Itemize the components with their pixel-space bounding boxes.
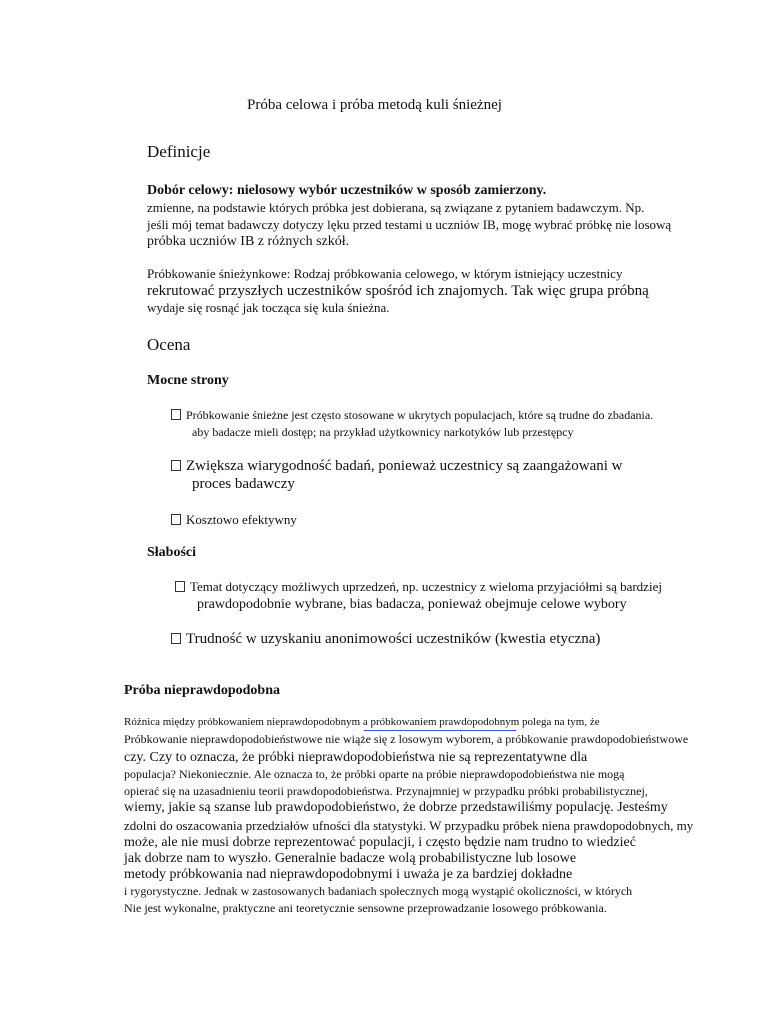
nonprob-line: i rygorystyczne. Jednak w zastosowanych badaniach społecznych mogą wystąpić okoliczności, w których xyxy=(124,884,633,898)
weakness-item-continued: prawdopodobnie wybrane, bias badacza, ponieważ obejmuje celowe wybory xyxy=(197,597,627,612)
bullet-box-icon xyxy=(171,460,181,471)
bullet-box-icon xyxy=(171,409,181,420)
definition-purposive-heading: Dobór celowy: nielosowy wybór uczestników w sposób zamierzony. xyxy=(147,183,547,198)
weakness-item: Trudność w uzyskaniu anonimowości uczestników (kwestia etyczna) xyxy=(171,631,600,648)
definition-snowball-line: rekrutować przyszłych uczestników spośród ich znajomych. Tak więc grupa próbną xyxy=(147,283,649,299)
strength-item-continued: proces badawczy xyxy=(192,476,295,492)
nonprob-line: jak dobrze nam to wyszło. Generalnie badacze wolą probabilistyczne lub losowe xyxy=(124,851,577,866)
bullet-box-icon xyxy=(171,514,181,525)
nonprob-line: Nie jest wykonalne, praktyczne ani teoretycznie sensowne przeprowadzanie losowego próbkowania. xyxy=(124,901,607,915)
nonprob-line: czy. Czy to oznacza, że próbki nieprawdopodobieństwa nie są reprezentatywne dla xyxy=(124,750,588,765)
nonprob-line: Różnica między próbkowaniem nieprawdopodobnym a próbkowaniem prawdopodobnym polega na tym, że xyxy=(124,716,600,728)
nonprob-heading: Próba nieprawdopodobna xyxy=(124,683,280,698)
definition-snowball-line: wydaje się rosnąć jak tocząca się kula śnieżna. xyxy=(147,300,390,315)
strength-item: Zwiększa wiarygodność badań, ponieważ uczestnicy są zaangażowani w xyxy=(171,458,623,475)
strength-item: Kosztowo efektywny xyxy=(171,512,297,528)
page-title: Próba celowa i próba metodą kuli śnieżnej xyxy=(247,97,502,113)
weaknesses-heading: Słabości xyxy=(147,545,197,560)
definition-purposive-line: zmienne, na podstawie których próbka jest dobierana, są związane z pytaniem badawczym. Np. xyxy=(147,200,645,215)
nonprob-line: populacja? Niekoniecznie. Ale oznacza to, że próbki oparte na próbie nieprawdopodobieństwa nie mogą xyxy=(124,767,625,781)
weakness-item: Temat dotyczący możliwych uprzedzeń, np. uczestnicy z wieloma przyjaciółmi są bardziej xyxy=(175,579,662,595)
section-heading-definitions: Definicje xyxy=(147,142,211,161)
strength-item: Próbkowanie śnieżne jest często stosowane w ukrytych populacjach, które są trudne do zbadania. xyxy=(171,408,653,423)
strengths-heading: Mocne strony xyxy=(147,373,229,388)
definition-purposive-line: jeśli mój temat badawczy dotyczy lęku przed testami u uczniów IB, mogę wybrać próbkę nie losową xyxy=(147,217,672,232)
nonprob-line: zdolni do oszacowania przedziałów ufności dla statystyki. W przypadku próbek niena prawdopodobnych, my xyxy=(124,818,694,833)
definition-purposive-line: próbka uczniów IB z różnych szkół. xyxy=(147,234,350,249)
nonprob-line: Próbkowanie nieprawdopodobieństwowe nie wiąże się z losowym wyborem, a próbkowanie prawdopodobieństwowe xyxy=(124,732,689,746)
bullet-box-icon xyxy=(175,581,185,592)
link-underline xyxy=(364,730,516,731)
bullet-box-icon xyxy=(171,633,181,644)
nonprob-line: opierać się na uzasadnieniu teorii prawdopodobieństwa. Przynajmniej w przypadku próbki probabilistycznej, xyxy=(124,784,648,798)
strength-item-continued: aby badacze mieli dostęp; na przykład użytkownicy narkotyków lub przestępcy xyxy=(192,425,574,439)
nonprob-line: może, ale nie musi dobrze reprezentować populacji, i często będzie nam trudno to wiedzieć xyxy=(124,835,636,850)
nonprob-line: wiemy, jakie są szanse lub prawdopodobieństwo, że dobrze przedstawiliśmy populację. Jesteśmy xyxy=(124,800,668,815)
section-heading-evaluation: Ocena xyxy=(147,335,191,354)
definition-snowball-line: Próbkowanie śnieżynkowe: Rodzaj próbkowania celowego, w którym istniejący uczestnicy xyxy=(147,266,623,281)
nonprob-line: metody próbkowania nad nieprawdopodobnymi i uważa je za bardziej dokładne xyxy=(124,867,573,882)
